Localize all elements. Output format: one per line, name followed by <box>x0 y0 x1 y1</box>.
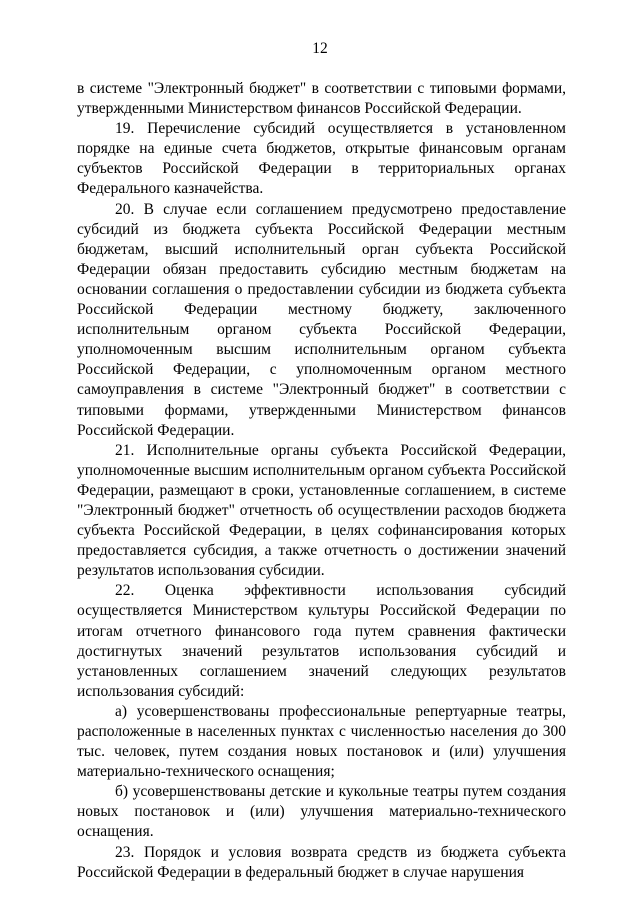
paragraph: 21. Исполнительные органы субъекта Российской Федерации, уполномоченные высшим исполнительным органом субъекта Российской Федерации, размещают в сроки, установленные соглашением, в системе "Электронный бюджет" отчетность об осуществлении расходов бюджета субъекта Российской Федерации, в целях софинансирования которых предоставляется субсидия, а также отчетность о достижении значений результатов использования субсидии. <box>77 441 566 580</box>
paragraph: в системе "Электронный бюджет" в соответствии с типовыми формами, утвержденными Министерством финансов Российской Федерации. <box>77 80 566 118</box>
paragraph: а) усовершенствованы профессиональные репертуарные театры, расположенные в населенных пунктах с численностью населения до 300 тыс. человек, путем создания новых постановок и (или) улучшения материально-технического оснащения; <box>77 702 566 781</box>
paragraph: 22. Оценка эффективности использования субсидий осуществляется Министерством культуры Российской Федерации по итогам отчетного финансового года путем сравнения фактически достигнутых значений результатов использования субсидий и установленных соглашением значений следующих результатов использования субсидий: <box>77 582 566 700</box>
page-number: 12 <box>312 40 328 57</box>
paragraph: 20. В случае если соглашением предусмотрено предоставление субсидий из бюджета субъекта Российской Федерации местным бюджетам, высший исполнительный орган субъекта Российской Федерации обязан предоставить субсидию местным бюджетам на основании соглашения о предоставлении субсидии из бюджета субъекта Российской Федерации местному бюджету, заключенного исполнительным органом субъекта Российской Федерации, уполномоченным высшим исполнительным органом субъекта Российской Федерации, с уполномоченным органом местного самоуправления в системе "Электронный бюджет" в соответствии с типовыми формами, утвержденными Министерством финансов Российской Федерации. <box>77 200 566 439</box>
paragraph: 19. Перечисление субсидий осуществляется в установленном порядке на единые счета бюджетов, открытые финансовым органам субъектов Российской Федерации в территориальных органах Федерального казначейства. <box>77 120 566 198</box>
document-body <box>77 79 566 883</box>
paragraph: б) усовершенствованы детские и кукольные театры путем создания новых постановок и (или) улучшения материально-технического оснащения. <box>77 783 566 841</box>
paragraph: 23. Порядок и условия возврата средств из бюджета субъекта Российской Федерации в федеральный бюджет в случае нарушения <box>77 843 566 881</box>
